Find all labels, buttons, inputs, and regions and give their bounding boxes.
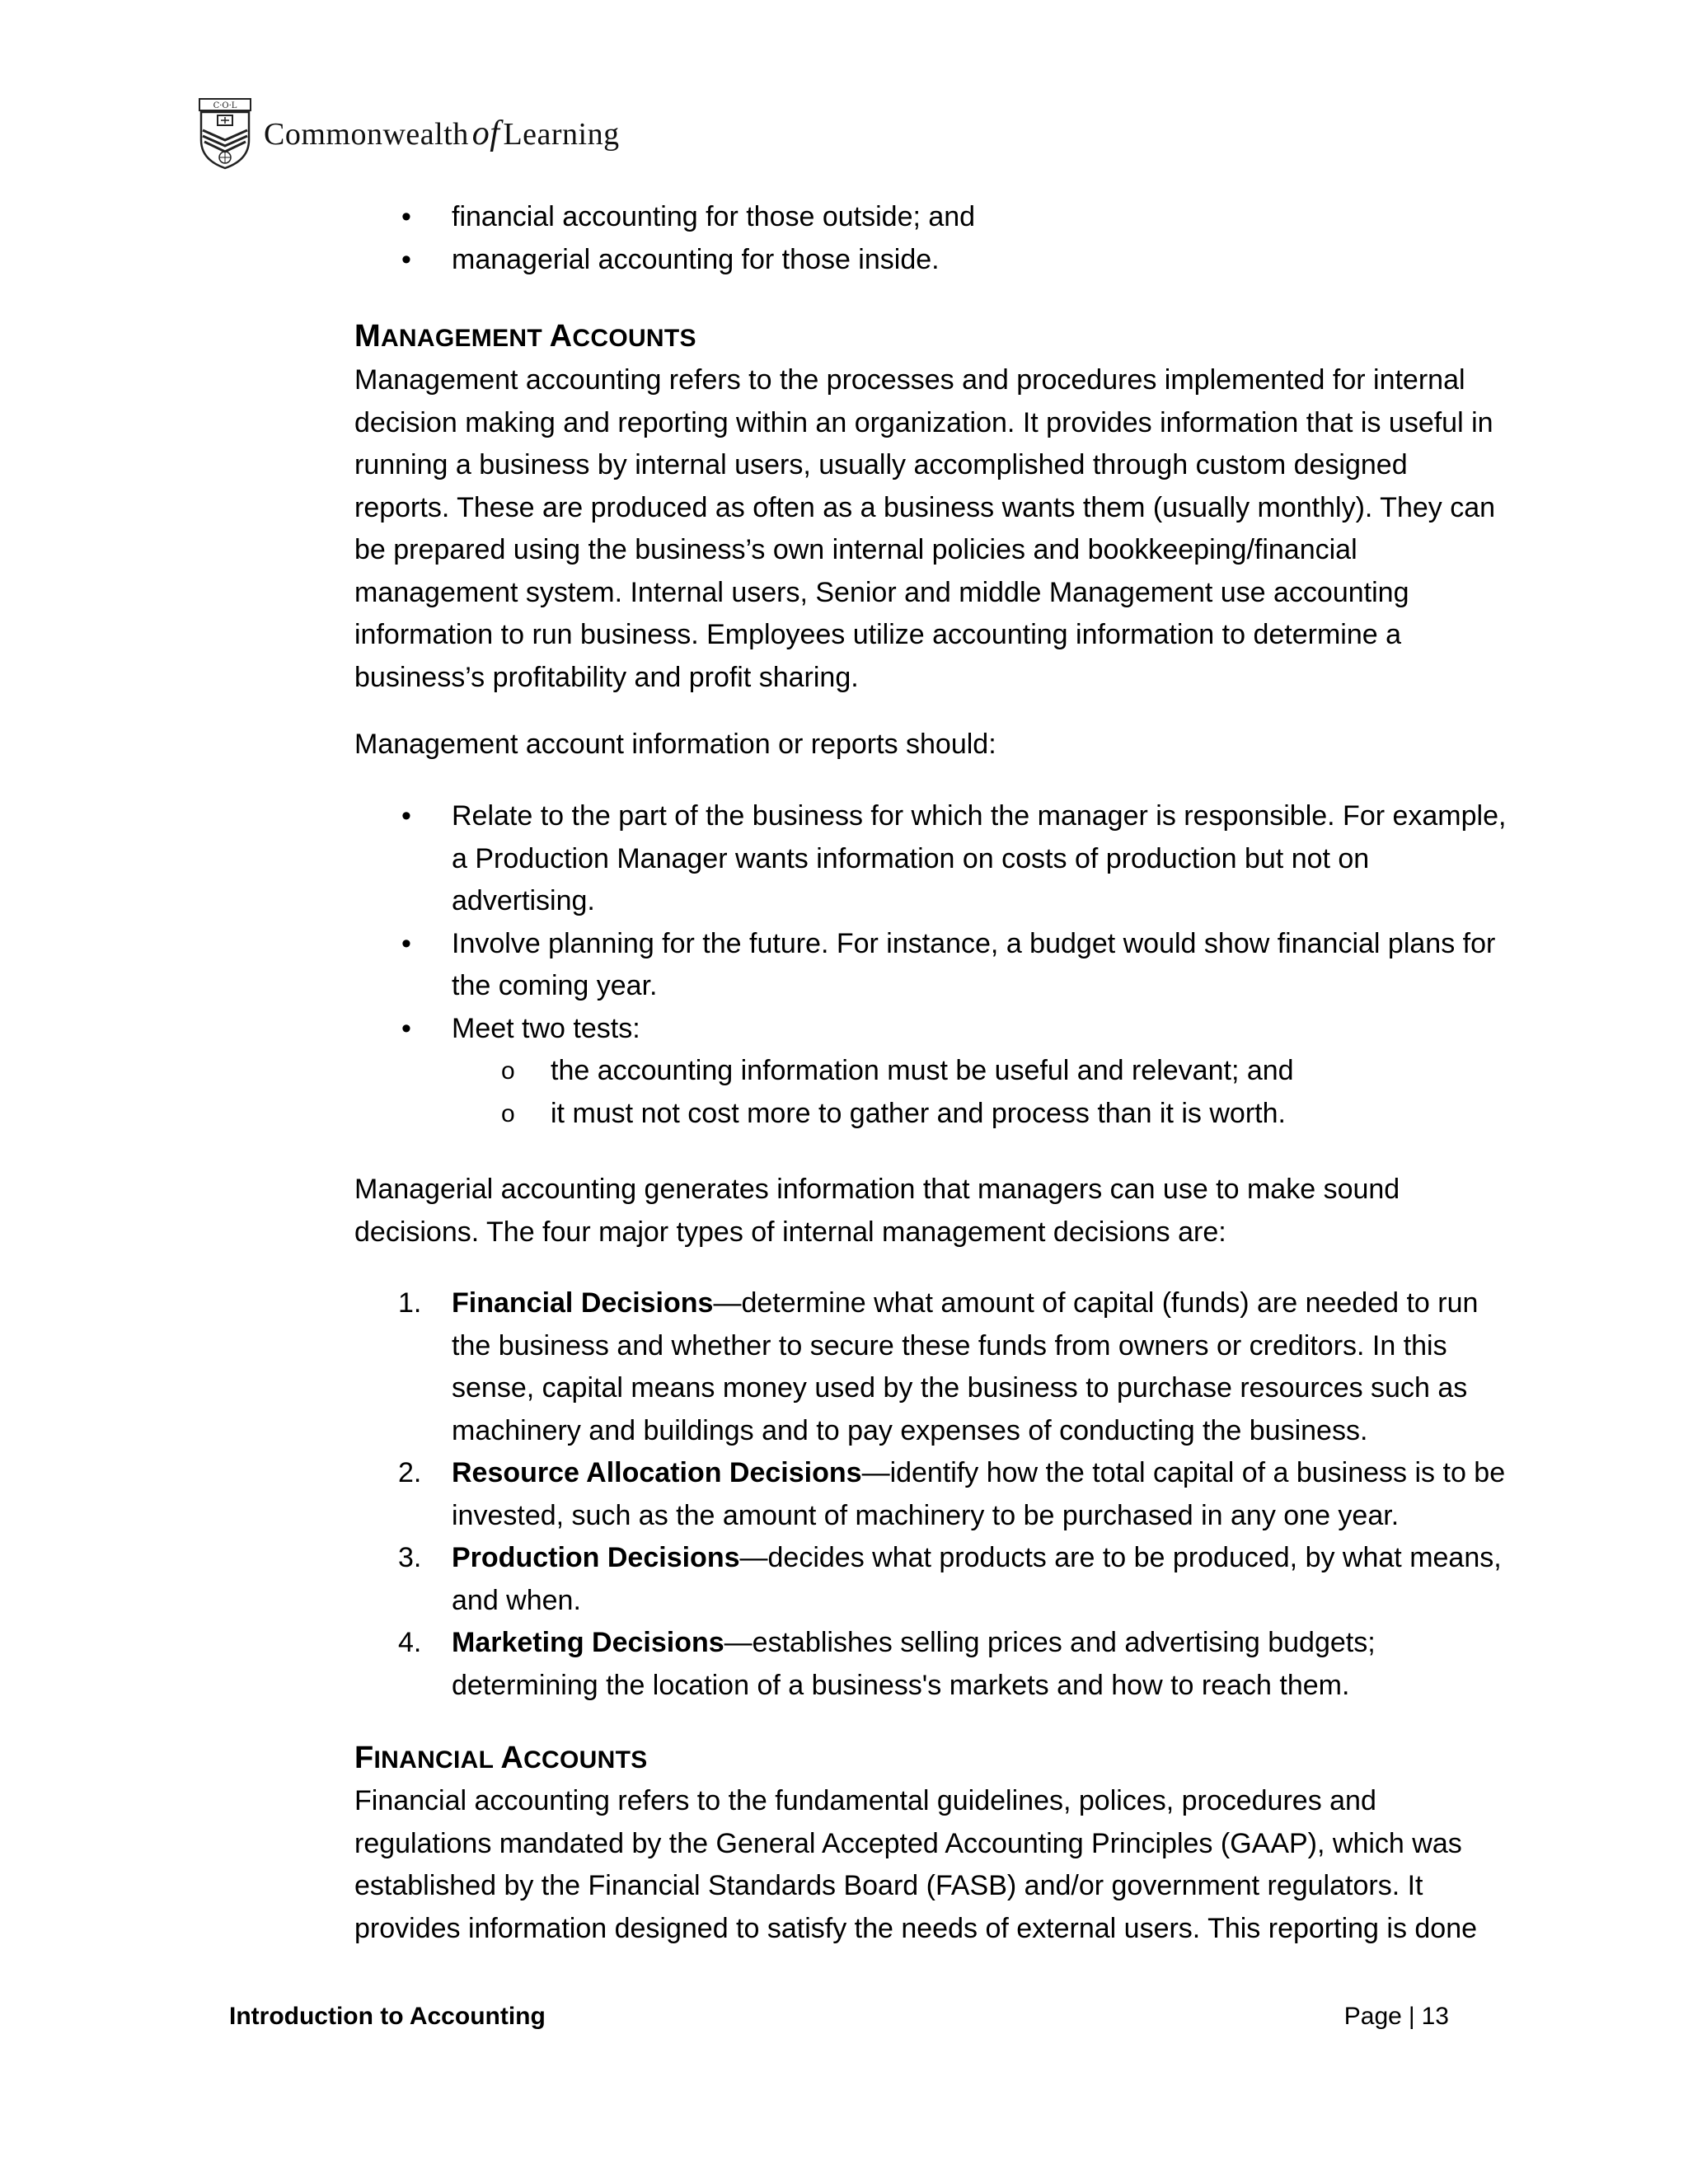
list-number: 3.: [398, 1542, 422, 1573]
decision-title: Marketing Decisions: [452, 1627, 724, 1658]
page-number: [1344, 2003, 1449, 2031]
bullet-marker: •: [401, 243, 411, 275]
heading-management-accounts: MANAGEMENT ACCOUNTS: [354, 319, 696, 354]
sub-list-item-text: it must not cost more to gather and process than it is worth.: [551, 1097, 1286, 1129]
sub-list-item-text: the accounting information must be useful and relevant; and: [551, 1055, 1294, 1086]
col-logo: [196, 97, 658, 170]
management-accounting-paragraph: Management accounting refers to the processes and procedures implemented for internal decision making and reporting within an organization. It provides information that is useful in running a business by internal users, usually accomplished through custom designed reports. These are produced as often as a business wants them (usually monthly). They can be prepared using the business’s own internal policies and bookkeeping/financial management system. Internal users, Senior and middle Management use accounting information to run business. Employees utilize accounting information to determine a business’s profitability and profit sharing.: [354, 364, 1496, 693]
decision-title: Production Decisions: [452, 1542, 740, 1573]
list-item-text: managerial accounting for those inside.: [452, 243, 940, 275]
logo-name-part1: Commonwealth: [264, 117, 469, 152]
decision-title: Financial Decisions: [452, 1287, 714, 1319]
decision-text: —determine what amount of capital (funds) are needed to run the business and whether to secure these funds from owners or creditors. In this sense, capital means money used by the business to purchase resources such as machinery and buildings and to pay expenses of conducting the business.: [452, 1287, 1479, 1446]
list-number: 1.: [398, 1287, 422, 1319]
report-points-list: [354, 795, 1511, 1135]
heading-financial-accounts: FINANCIAL ACCOUNTS: [354, 1741, 648, 1775]
list-item-text: financial accounting for those outside; and: [452, 201, 976, 232]
list-item: [354, 1008, 1511, 1136]
list-item: [354, 1282, 1511, 1452]
logo-name-of: of: [471, 115, 500, 152]
bullet-marker: •: [401, 201, 411, 232]
list-number: 4.: [398, 1627, 422, 1658]
list-item: [354, 1452, 1511, 1537]
bullet-marker: •: [401, 800, 411, 832]
decisions-intro: Managerial accounting generates information that managers can use to make sound decisions. The four major types of internal management decisions are:: [354, 1174, 1400, 1248]
decision-title: Resource Allocation Decisions: [452, 1457, 862, 1488]
sub-list-item: [452, 1093, 1511, 1136]
page-separator: |: [1408, 2003, 1415, 2030]
decision-text: —identify how the total capital of a business is to be invested, such as the amount of machinery to be purchased in any one year.: [452, 1457, 1506, 1531]
sub-bullet-marker: o: [501, 1057, 515, 1085]
list-item-text: Relate to the part of the business for which the manager is responsible. For example, a Production Manager wants information on costs of production but not on advertising.: [452, 800, 1507, 916]
list-item: [354, 1622, 1511, 1707]
financial-accounting-paragraph: Financial accounting refers to the fundamental guidelines, polices, procedures and regulations mandated by the General Accepted Accounting Principles (GAAP), which was established by the Financial Standards Board (FASB) and/or government regulators. It provides information designed to satisfy the needs of external users. This reporting is done: [354, 1785, 1478, 1944]
sub-list-item: [452, 1050, 1511, 1093]
list-item: [354, 196, 1511, 239]
footer-title: Introduction to Accounting: [229, 2003, 546, 2030]
intro-bullet-list: [354, 196, 1511, 281]
tests-sublist: [452, 1050, 1511, 1135]
list-item: [354, 795, 1511, 923]
list-item-text: Involve planning for the future. For instance, a budget would show financial plans for the coming year.: [452, 927, 1496, 1001]
decision-text: —establishes selling prices and advertising budgets; determining the location of a business's markets and how to reach them.: [452, 1627, 1376, 1701]
logo-wordmark: [264, 114, 620, 153]
list-item: [354, 239, 1511, 282]
logo-abbrev: C·O·L: [213, 101, 237, 110]
sub-bullet-marker: o: [501, 1099, 515, 1127]
bullet-marker: •: [401, 927, 411, 959]
logo-name-part2: Learning: [503, 117, 620, 152]
bullet-marker: •: [401, 1012, 411, 1044]
decisions-list: [354, 1282, 1511, 1707]
list-item: [354, 923, 1511, 1008]
decision-text: —decides what products are to be produced, by what means, and when.: [452, 1542, 1502, 1616]
list-number: 2.: [398, 1457, 422, 1488]
list-item-text: Meet two tests:: [452, 1012, 640, 1044]
reports-intro: Management account information or reports should:: [354, 729, 996, 760]
page-label: Page: [1343, 2003, 1402, 2030]
list-item: [354, 1537, 1511, 1622]
col-shield-icon: [196, 97, 254, 170]
page-number-value: 13: [1421, 2003, 1449, 2030]
